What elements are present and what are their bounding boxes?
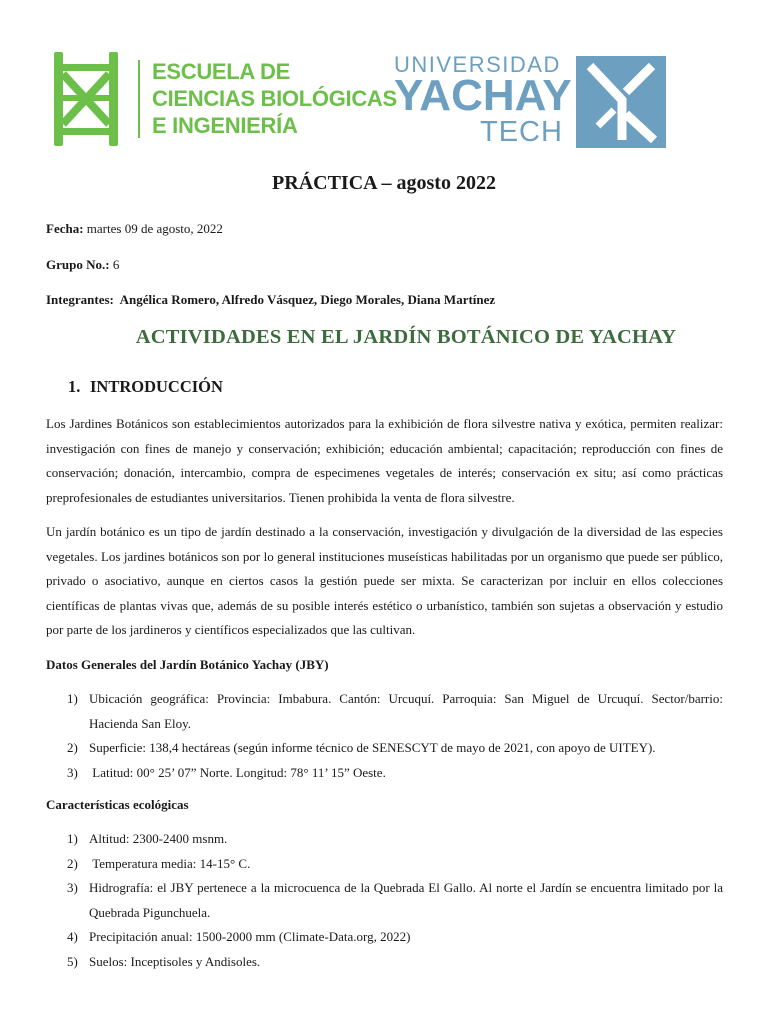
list-text: Superficie: 138,4 hectáreas (según informe técnico de SENESCYT de mayo de 2021, con apoyo de UITEY). — [89, 740, 656, 756]
school-logo — [50, 50, 397, 150]
ecologicas-heading: Características ecológicas — [46, 797, 189, 812]
university-bot-text: TECH — [480, 116, 563, 148]
list-text: Hidrografía: el JBY pertenece a la microcuenca de la Quebrada El Gallo. Al norte el Jardín se encuentra limitado por la Quebrada Pigunchuela. — [89, 880, 723, 920]
integrantes-label: Integrantes: — [46, 292, 114, 307]
university-logo — [394, 52, 674, 152]
dna-icon — [50, 50, 122, 148]
list-number: 3) — [67, 880, 78, 896]
intro-heading — [68, 377, 223, 397]
grupo-label: Grupo No.: — [46, 257, 110, 272]
logo-divider — [138, 60, 140, 138]
school-line-2: CIENCIAS BIOLÓGICAS — [152, 86, 397, 111]
list-item — [46, 827, 723, 852]
list-item — [46, 736, 723, 761]
list-item — [46, 925, 723, 950]
school-line-3: E INGENIERÍA — [152, 113, 298, 138]
list-item — [46, 687, 723, 736]
list-number: 3) — [67, 764, 78, 780]
integrantes-value: Angélica Romero, Alfredo Vásquez, Diego Morales, Diana Martínez — [113, 292, 496, 307]
list-number: 4) — [67, 929, 78, 945]
list-item — [46, 761, 723, 786]
intro-paragraph-1: Los Jardines Botánicos son establecimientos autorizados para la exhibición de flora silvestre nativa y exótica, permiten realizar: investigación con fines de manejo y conservación; exhibición; educación ambiental; capacitación; reproducción con fines de conservación; donación, intercambio, compra de especimenes vegetales de interés; conservación ex situ; así como prácticas preprofesionales de estudiantes universitarios. Tienen prohibida la venta de flora silvestre. — [46, 416, 723, 505]
yachay-emblem-icon — [576, 56, 666, 148]
list-number: 2) — [67, 855, 78, 871]
list-item — [46, 852, 723, 877]
list-text: Temperatura media: 14-15° C. — [89, 855, 251, 871]
university-mid-text: YACHAY — [394, 71, 572, 120]
datos-heading: Datos Generales del Jardín Botánico Yachay (JBY) — [46, 657, 329, 672]
university-top-text: UNIVERSIDAD — [394, 52, 561, 77]
list-item — [46, 950, 723, 975]
list-text: Ubicación geográfica: Provincia: Imbabura. Cantón: Urcuquí. Parroquia: San Miguel de Urcuquí. Sector/barrio: Hacienda San Eloy. — [89, 691, 723, 731]
list-number: 1) — [67, 831, 78, 846]
list-number: 1) — [67, 691, 78, 706]
intro-number: 1. — [68, 377, 81, 396]
intro-heading-text: INTRODUCCIÓN — [90, 377, 223, 396]
grupo-line — [46, 257, 119, 273]
list-text: Suelos: Inceptisoles y Andisoles. — [89, 953, 261, 969]
intro-paragraph-2: Un jardín botánico es un tipo de jardín destinado a la conservación, investigación y divulgación de la diversidad de las especies vegetales. Los jardines botánicos son por lo general instituciones museísticas habilitadas por un organismo que puede ser público, privado o asociativo, aunque en ciertos casos la gestión puede ser mixta. Se caracterizan por incluir en ellos colecciones científicas de plantas vivas que, además de su posible interés estético o urbanístico, también son sujetas a observación y estudio por parte de los jardineros y científicos especializados que las cultivan. — [46, 524, 723, 638]
section-title: ACTIVIDADES EN EL JARDÍN BOTÁNICO DE YACHAY — [135, 326, 677, 348]
datos-list — [46, 687, 723, 785]
list-item — [46, 876, 723, 925]
list-text: Precipitación anual: 1500-2000 mm (Climate-Data.org, 2022) — [89, 929, 411, 945]
ecologicas-list — [46, 827, 723, 975]
page-title: PRÁCTICA – agosto 2022 — [272, 172, 496, 194]
list-number: 2) — [67, 740, 78, 756]
list-text: Latitud: 00° 25’ 07” Norte. Longitud: 78° 11’ 15” Oeste. — [89, 764, 386, 780]
list-text: Altitud: 2300-2400 msnm. — [89, 831, 228, 846]
integrantes-line — [46, 292, 495, 308]
list-number: 5) — [67, 953, 78, 969]
fecha-line — [46, 221, 223, 237]
grupo-value: 6 — [109, 257, 120, 272]
fecha-label: Fecha: — [46, 221, 84, 236]
school-name — [152, 58, 397, 139]
fecha-value: martes 09 de agosto, 2022 — [83, 221, 223, 236]
school-line-1: ESCUELA DE — [152, 59, 290, 84]
